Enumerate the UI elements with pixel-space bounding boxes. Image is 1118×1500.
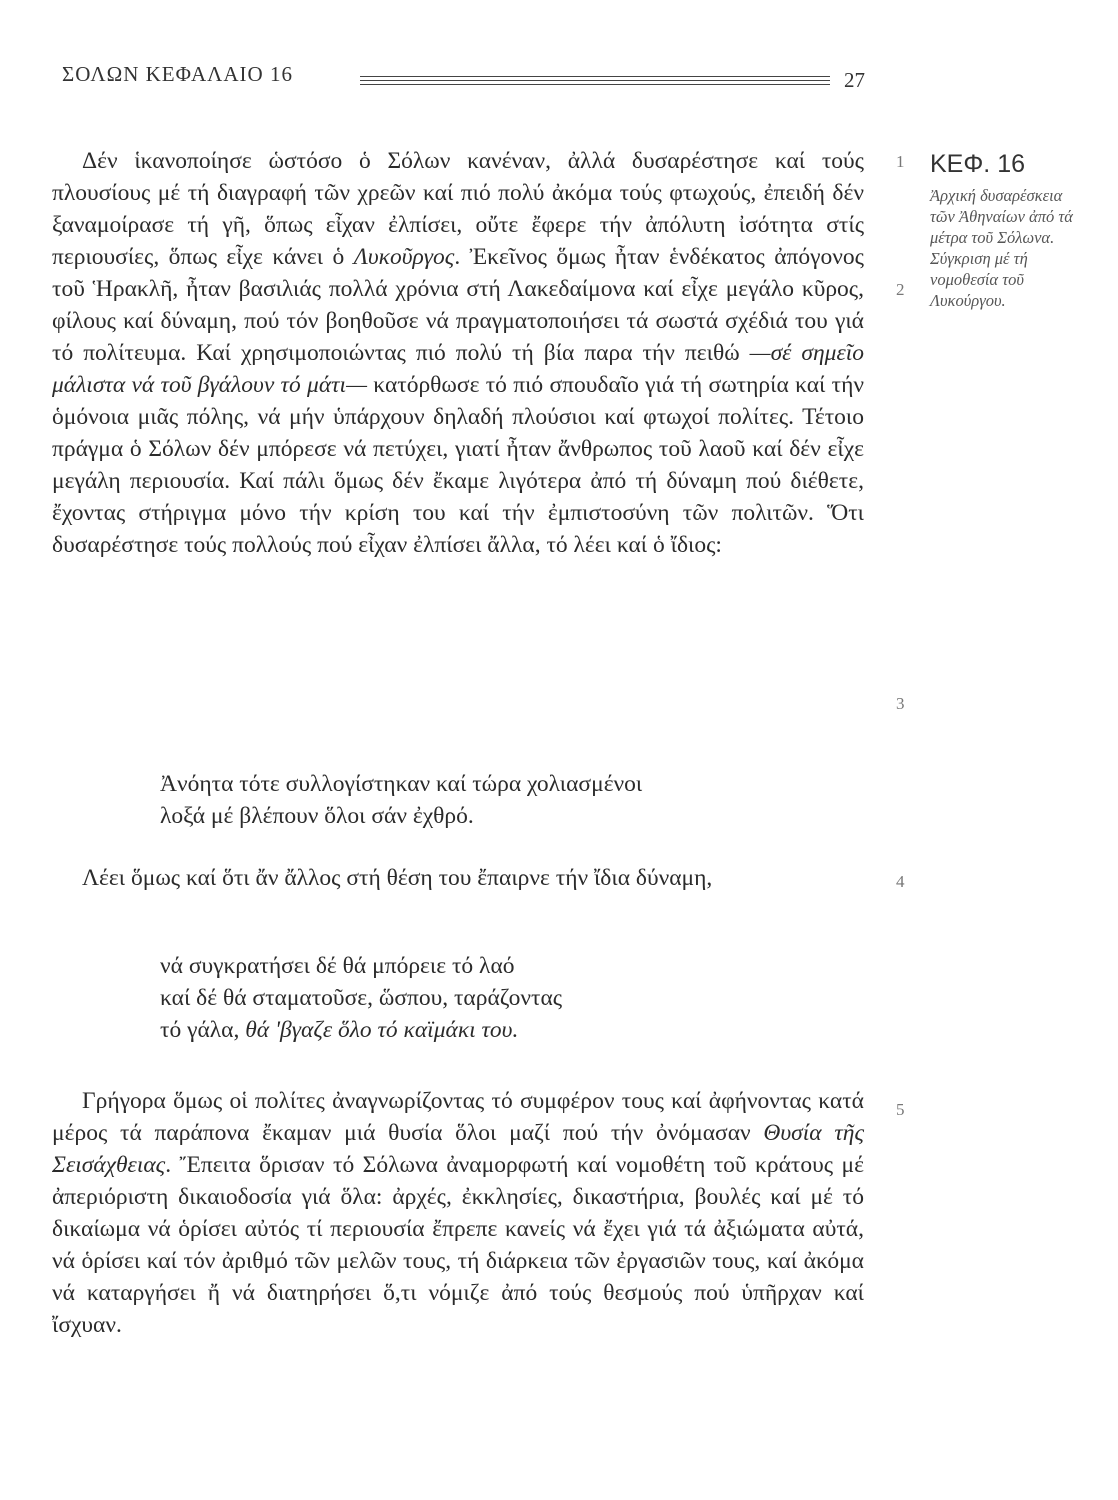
paragraph-1 xyxy=(52,145,864,561)
italic-name: Λυκοῦργος xyxy=(353,244,455,270)
line-number: 3 xyxy=(896,694,905,713)
page-header xyxy=(62,62,882,96)
paragraph-2 xyxy=(52,862,864,894)
line-number: 2 xyxy=(896,280,905,299)
paragraph-text: Λέει ὅμως καί ὅτι ἄν ἄλλος στή θέση του ἔπαιρνε τήν ἴδια δύναμη, xyxy=(82,865,713,891)
page-number: 27 xyxy=(844,68,865,92)
line-number: 1 xyxy=(896,152,905,171)
italic-title: Θυσία τῆς Σεισάχθειας xyxy=(52,1120,864,1178)
verse-line: τό γάλα, θά 'βγαζε ὅλο τό καϊμάκι του. xyxy=(160,1017,519,1043)
verse-line: καί δέ θά σταματοῦσε, ὥσπου, ταράζοντας xyxy=(160,985,563,1011)
paragraph-text: Γρήγορα ὅμως οἱ πολίτες ἀναγνωρίζοντας τό συμφέρον τους καί ἀφήνοντας κατά μέρος τά παράπονα ἔκαμαν μιά θυσία ὅλοι μαζί πού τήν ὀνόμασαν Θυσία τῆς Σεισάχθειας. Ἔπειτα ὅρισαν τό Σόλωνα ἀναμορφωτή καί νομοθέτη τοῦ κράτους μέ ἀπεριόριστη δικαιοδοσία γιά ὅλα: ἀρχές, ἐκκλησίες, δικαστήρια, βουλές καί μέ τό δικαίωμα νά ὁρίσει αὐτός τί περιουσία ἔπρεπε κανείς νά ἔχει γιά τά ἀξιώματα αὐτά, νά ὁρίσει καί τόν ἀριθμό τῶν μελῶν τους, τή διάρκεια τῶν ἐργασιῶν τους, καί ἀκόμα νά καταργήσει ἤ νά διατηρήσει ὅ,τι νόμιζε ἀπό τούς θεσμούς πού ὑπῆρχαν καί ἴσχυαν. xyxy=(52,1088,864,1338)
line-number: 5 xyxy=(896,1100,905,1119)
italic-aside: —σέ σημεῖο μάλιστα νά τοῦ βγάλουν τό μάτι— xyxy=(52,340,864,398)
chapter-summary: Ἀρχική δυσαρέσκεια τῶν Ἀθηναίων ἀπό τά μέτρα τοῦ Σόλωνα. Σύγκριση μέ τή νομοθεσία τοῦ Λυκούργου. xyxy=(930,186,1073,310)
line-number: 4 xyxy=(896,872,905,891)
verse-line: Ἀνόητα τότε συλλογίστηκαν καί τώρα χολιασμένοι xyxy=(160,771,643,797)
running-head: ΣΟΛΩΝ ΚΕΦΑΛΑΙΟ 16 xyxy=(62,62,293,86)
verse-quote-2 xyxy=(160,950,562,1046)
paragraph-text: Δέν ἱκανοποίησε ὡστόσο ὁ Σόλων κανέναν, ἀλλά δυσαρέστησε καί τούς πλουσίους μέ τή διαγραφή τῶν χρεῶν καί πιό πολύ ἀκόμα τούς φτωχούς, ἐπειδή δέν ξαναμοίρασε τή γῆ, ὅπως εἶχαν ἐλπίσει, οὔτε ἔφερε τήν ἀπόλυτη ἰσότητα στίς περιουσίες, ὅπως εἶχε κάνει ὁ Λυκοῦργος. Ἐκεῖνος ὅμως ἦταν ἑνδέκατος ἀπόγονος τοῦ Ἡρακλῆ, ἦταν βασιλιάς πολλά χρόνια στή Λακεδαίμονα καί εἶχε μεγάλο κῦρος, φίλους καί δύναμη, πού τόν βοηθοῦσε νά πραγματοποιήσει τά σωστά σχέδιά του γιά τό πολίτευμα. Καί χρησιμοποιώντας πιό πολύ τή βία παρα τήν πειθώ —σέ σημεῖο μάλιστα νά τοῦ βγάλουν τό μάτι— κατόρθωσε τό πιό σπουδαῖο γιά τή σωτηρία καί τήν ὁμόνοια μιᾶς πόλης, νά μήν ὑπάρχουν δηλαδή πλούσιοι καί φτωχοί πολίτες. Τέτοιο πράγμα ὁ Σόλων δέν μπόρεσε νά πετύχει, γιατί ἦταν ἄνθρωπος τοῦ λαοῦ καί δέν εἶχε μεγάλη περιουσία. Καί πάλι ὅμως δέν ἔκαμε λιγότερα ἀπό τή δύναμη πού διέθετε, ἔχοντας στήριγμα μόνο τήν κρίση του καί τήν ἐμπιστοσύνη τῶν πολιτῶν. Ὅτι δυσαρέστησε τούς πολλούς πού εἶχαν ἐλπίσει ἄλλα, τό λέει καί ὁ ἴδιος: xyxy=(52,148,864,558)
margin-note xyxy=(930,150,1090,311)
header-rule xyxy=(360,80,830,81)
header-rule xyxy=(360,84,830,85)
verse-line: νά συγκρατήσει δέ θά μπόρειε τό λαό xyxy=(160,953,515,979)
italic-verse: θά 'βγαζε ὅλο τό καϊμάκι του. xyxy=(245,1017,519,1043)
chapter-heading: ΚΕΦ. 16 xyxy=(930,150,1025,178)
header-rule xyxy=(360,76,830,77)
paragraph-3 xyxy=(52,1085,864,1341)
verse-quote-1 xyxy=(160,768,642,832)
verse-line: λοξά μέ βλέπουν ὅλοι σάν ἐχθρό. xyxy=(160,803,474,829)
